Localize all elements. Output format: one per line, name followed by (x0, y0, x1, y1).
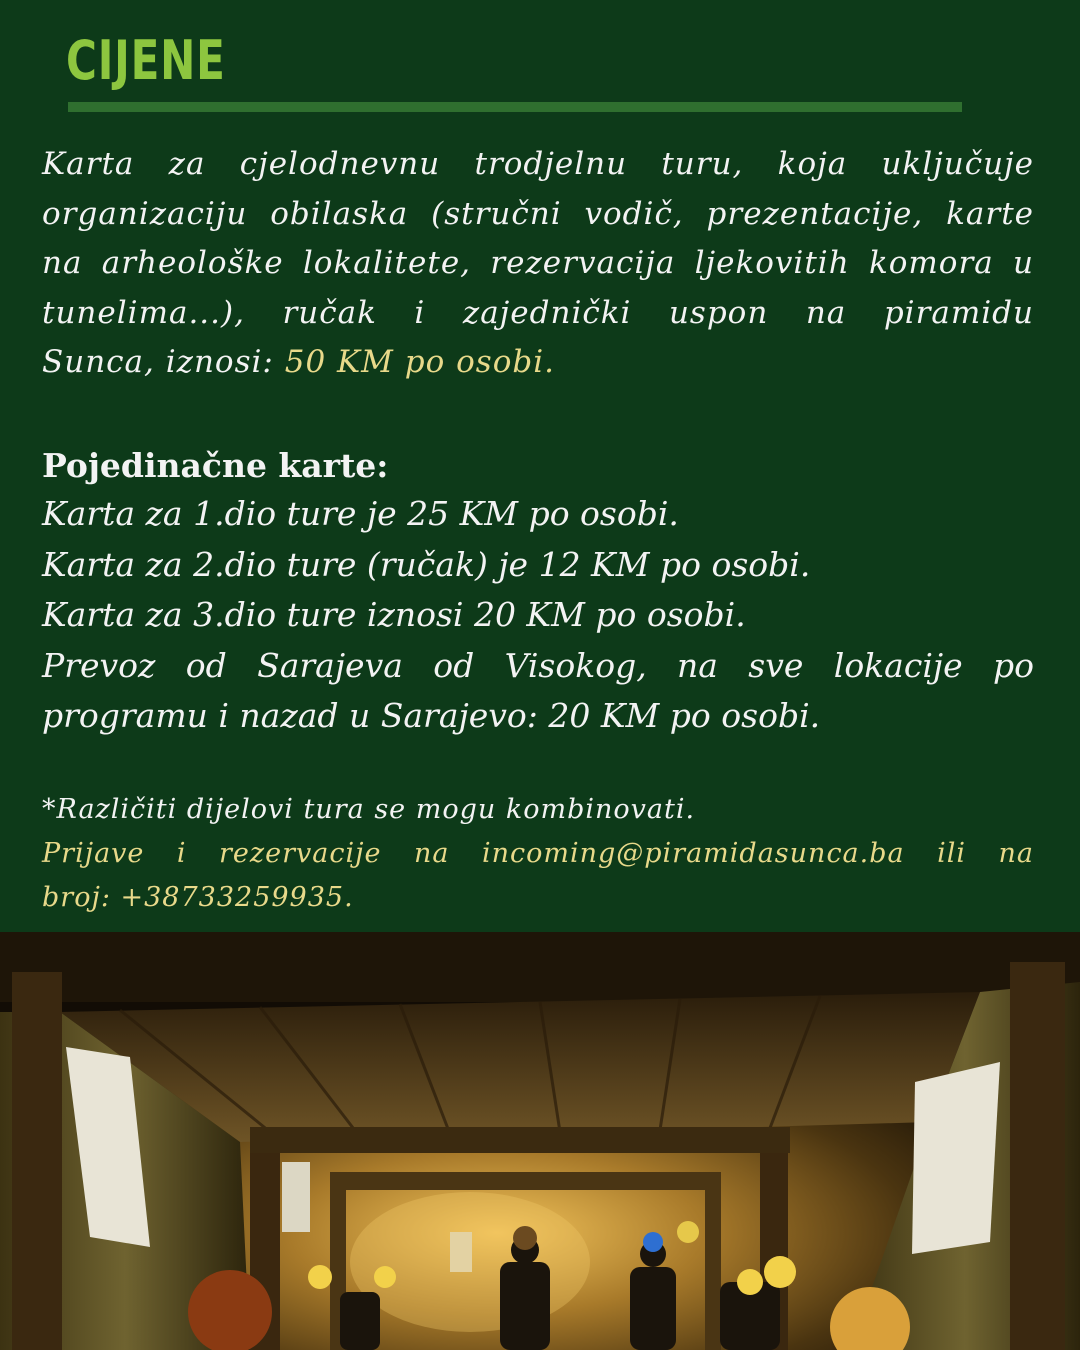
tunnel-photo-illustration (0, 932, 1080, 1350)
individual-tickets-title: Pojedinačne karte: (42, 446, 389, 485)
title-divider (68, 102, 962, 112)
page-title: CIJENE (66, 29, 226, 92)
tunnel-photo (0, 932, 1080, 1350)
ticket-line: Prevoz od Sarajeva od Visokog, na sve lokacije po (42, 645, 1034, 685)
intro-line: Karta za cjelodnevnu trodjelnu turu, koja uključuje (42, 146, 1034, 182)
ticket-line: Karta za 1.dio ture je 25 KM po osobi. (42, 494, 679, 533)
intro-last-line (42, 338, 1034, 388)
contact-line: broj: +38733259935. (42, 882, 354, 913)
ticket-line: Karta za 2.dio ture (ručak) je 12 KM po osobi. (42, 544, 811, 584)
notes (42, 788, 1034, 920)
ticket-line: programu i nazad u Sarajevo: 20 KM po osobi. (42, 696, 821, 735)
full-tour-description (42, 140, 1034, 388)
individual-tickets-list (42, 489, 1034, 742)
combine-note: *Različiti dijelovi tura se mogu kombinovati. (42, 794, 696, 825)
intro-last-line-prefix: Sunca, iznosi: (42, 344, 285, 380)
full-tour-price: 50 KM po osobi. (284, 344, 555, 380)
contact-line: Prijave i rezervacije na incoming@piramidasunca.ba ili na (42, 838, 1034, 869)
intro-line: na arheološke lokalitete, rezervacija ljekovitih komora u (42, 245, 1034, 281)
intro-line: tunelima...), ručak i zajednički uspon na piramidu (42, 294, 1034, 331)
ticket-line: Karta za 3.dio ture iznosi 20 KM po osobi. (42, 595, 746, 634)
intro-line: organizaciju obilaska (stručni vodič, prezentacije, karte (42, 195, 1034, 232)
